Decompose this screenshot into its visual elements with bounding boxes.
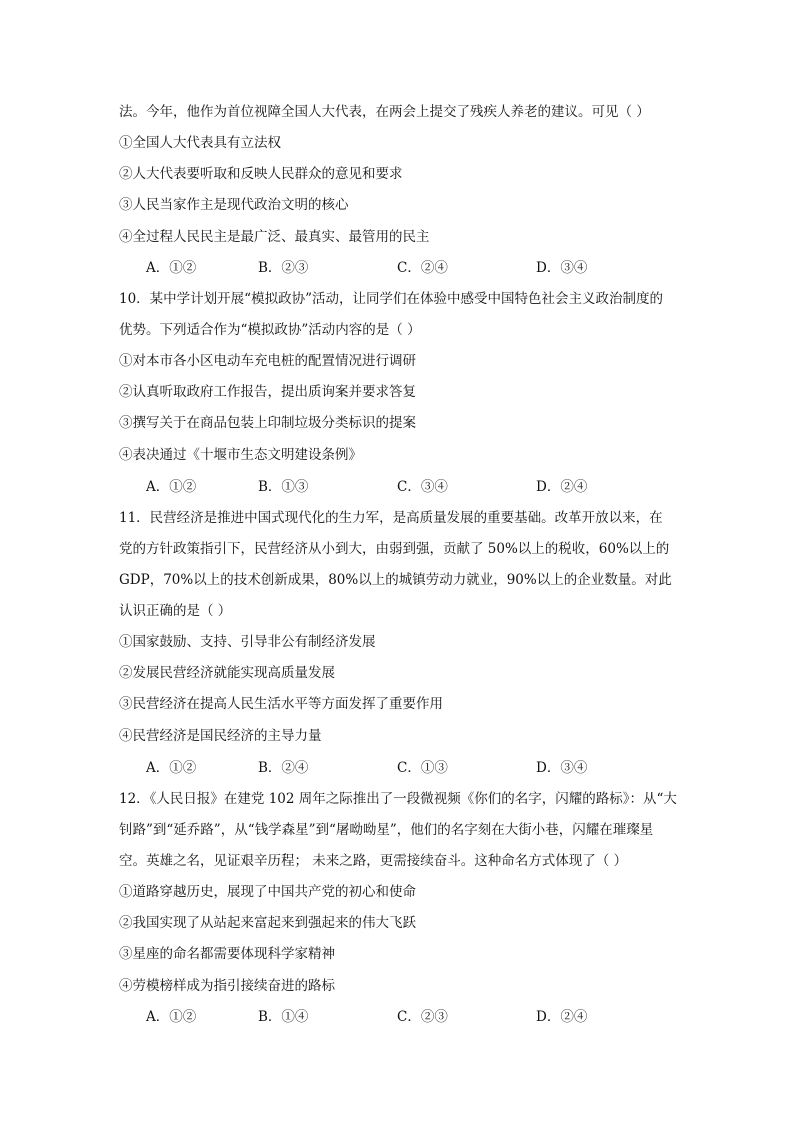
q11-item-1: ①国家鼓励、支持、引导非公有制经济发展	[119, 634, 376, 650]
q11-option-b: B．②④	[258, 760, 309, 776]
q10-option-d: D．②④	[536, 479, 588, 495]
q11-option-d: D．③④	[536, 760, 588, 776]
q11-item-2: ②发展民营经济就能实现高质量发展	[119, 665, 335, 681]
q10-option-a: A．①②	[146, 479, 197, 495]
q9-item-4: ④全过程人民民主是最广泛、最真实、最管用的民主	[119, 229, 430, 245]
q12-item-4: ④劳模榜样成为指引接续奋进的路标	[119, 978, 335, 994]
q9-option-a: A．①②	[146, 260, 197, 276]
q10-item-3: ③撰写关于在商品包装上印制垃圾分类标识的提案	[119, 415, 416, 431]
q11-option-c: C．①③	[397, 760, 448, 776]
q10-option-c: C．③④	[397, 479, 448, 495]
q10-item-1: ①对本市各小区电动车充电桩的配置情况进行调研	[119, 353, 416, 369]
q9-stem-line-1: 法。今年，他作为首位视障全国人大代表，在两会上提交了残疾人养老的建议。可见（ ）	[119, 104, 650, 120]
q12-option-d: D．②④	[536, 1009, 588, 1025]
q12-item-2: ②我国实现了从站起来富起来到强起来的伟大飞跃	[119, 915, 416, 931]
q11-stem-line-2: 党的方针政策指引下，民营经济从小到大，由弱到强，贡献了 50%以上的税收，60%以上的	[119, 541, 670, 557]
q10-item-4: ④表决通过《十堰市生态文明建设条例》	[119, 447, 362, 463]
q12-option-b: B．①④	[258, 1009, 309, 1025]
q9-item-2: ②人大代表要听取和反映人民群众的意见和要求	[119, 166, 403, 182]
q11-stem-line-4: 认识正确的是（ ）	[119, 603, 232, 619]
q12-stem-line-2: 钊路”到“延乔路”，从“钱学森星”到“屠呦呦星”，他们的名字刻在大街小巷，闪耀在璀璨星	[119, 822, 654, 838]
q9-item-1: ①全国人大代表具有立法权	[119, 135, 281, 151]
q9-option-b: B．②③	[258, 260, 309, 276]
q11-option-a: A．①②	[146, 760, 197, 776]
q12-option-c: C．②③	[397, 1009, 448, 1025]
q11-item-3: ③民营经济在提高人民生活水平等方面发挥了重要作用	[119, 696, 443, 712]
q11-item-4: ④民营经济是国民经济的主导力量	[119, 728, 322, 744]
q11-stem-line-1: 11．民营经济是推进中国式现代化的生力军，是高质量发展的重要基础。改革开放以来，在	[119, 510, 663, 526]
q12-item-3: ③星座的命名都需要体现科学家精神	[119, 946, 335, 962]
q12-option-a: A．①②	[146, 1009, 197, 1025]
q9-item-3: ③人民当家作主是现代政治文明的核心	[119, 197, 349, 213]
q12-stem-line-3: 空。英雄之名，见证艰辛历程； 未来之路，更需接续奋斗。这种命名方式体现了（ ）	[119, 853, 628, 869]
q9-option-d: D．③④	[536, 260, 588, 276]
q10-stem-line-2: 优势。下列适合作为“模拟政协”活动内容的是（ ）	[119, 322, 421, 338]
q12-item-1: ①道路穿越历史，展现了中国共产党的初心和使命	[119, 884, 416, 900]
q12-stem-line-1: 12．《人民日报》在建党 102 周年之际推出了一段微视频《你们的名字，闪耀的路标》：从“大	[119, 791, 677, 807]
q10-stem-line-1: 10．某中学计划开展“模拟政协”活动，让同学们在体验中感受中国特色社会主义政治制度的	[119, 291, 663, 307]
q10-item-2: ②认真听取政府工作报告，提出质询案并要求答复	[119, 384, 416, 400]
q11-stem-line-3: GDP，70%以上的技术创新成果，80%以上的城镇劳动力就业，90%以上的企业数量。对此	[119, 572, 672, 588]
q10-option-b: B．①③	[258, 479, 309, 495]
q9-option-c: C．②④	[397, 260, 448, 276]
